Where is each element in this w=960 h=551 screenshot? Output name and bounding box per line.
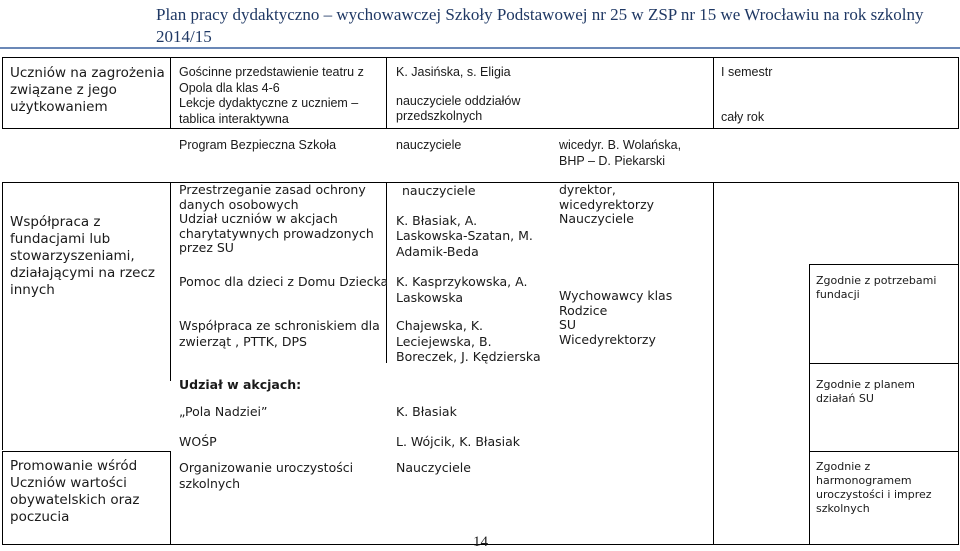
persons-cell: K. Kasprzykowska, A. Laskowska — [396, 274, 528, 305]
category-cell: Promowanie wśród Uczniów wartości obywatelskich oraz poczucia — [10, 458, 140, 525]
persons-cell: nauczyciele — [396, 138, 462, 152]
actions-heading: Udział w akcjach: — [179, 377, 302, 392]
action-item: WOŚP — [179, 434, 217, 449]
term-cell: Zgodnie z planem działań SU — [816, 378, 916, 405]
title-line-2: 2014/15 — [156, 27, 212, 46]
term-cell: cały rok — [721, 110, 765, 124]
persons-cell: L. Wójcik, K. Błasiak — [396, 434, 521, 449]
task-cell: Gościnne przedstawienie teatru z Opola dla klas 4-6 Lekcje dydaktyczne z uczniem – tablica interaktywna — [179, 65, 364, 126]
coordinator-cell: dyrektor, wicedyrektorzy Nauczyciele — [559, 182, 655, 226]
persons-cell: K. Jasińska, s. Eligia nauczyciele oddziałów przedszkolnych — [396, 65, 521, 123]
coordinator-cell: Wychowawcy klas Rodzice SU Wicedyrektorzy — [559, 288, 673, 347]
term-cell: Zgodnie z harmonogramem uroczystości i imprez szkolnych — [816, 460, 932, 515]
term-cell: Zgodnie z potrzebami fundacji — [816, 274, 937, 301]
coordinator-cell: wicedyr. B. Wolańska, BHP – D. Piekarski — [559, 138, 682, 168]
term-cell: I semestr — [721, 65, 773, 79]
page-title — [156, 4, 946, 48]
action-item: „Pola Nadziei” — [179, 404, 268, 419]
page-number: 14 — [473, 534, 488, 550]
persons-cell: Nauczyciele — [396, 460, 471, 475]
category-cell: Uczniów na zagrożenia związane z jego użytkowaniem — [10, 65, 165, 115]
persons-cell: nauczyciele K. Błasiak, A. Laskowska-Szatan, M. Adamik-Beda — [396, 183, 533, 259]
title-underline — [0, 47, 960, 49]
persons-cell: Chajewska, K. Leciejewska, B. Boreczek, J. Kędzierska — [396, 318, 541, 364]
task-cell: Organizowanie uroczystości szkolnych — [179, 460, 354, 491]
persons-cell: K. Błasiak — [396, 404, 457, 419]
task-cell: Współpraca ze schroniskiem dla zwierząt , PTTK, DPS — [179, 318, 380, 349]
title-line-1: Plan pracy dydaktyczno – wychowawczej Szkoły Podstawowej nr 25 w ZSP nr 15 we Wrocławiu na rok szkolny — [156, 5, 924, 24]
task-cell: Pomoc dla dzieci z Domu Dziecka — [179, 274, 389, 289]
task-cell: Przestrzeganie zasad ochrony danych osobowych Udział uczniów w akcjach charytatywnych prowadzonych przez SU — [179, 182, 374, 255]
task-cell: Program Bezpieczna Szkoła — [179, 138, 337, 152]
category-cell: Współpraca z fundacjami lub stowarzyszeniami, działającymi na rzecz innych — [10, 214, 155, 298]
